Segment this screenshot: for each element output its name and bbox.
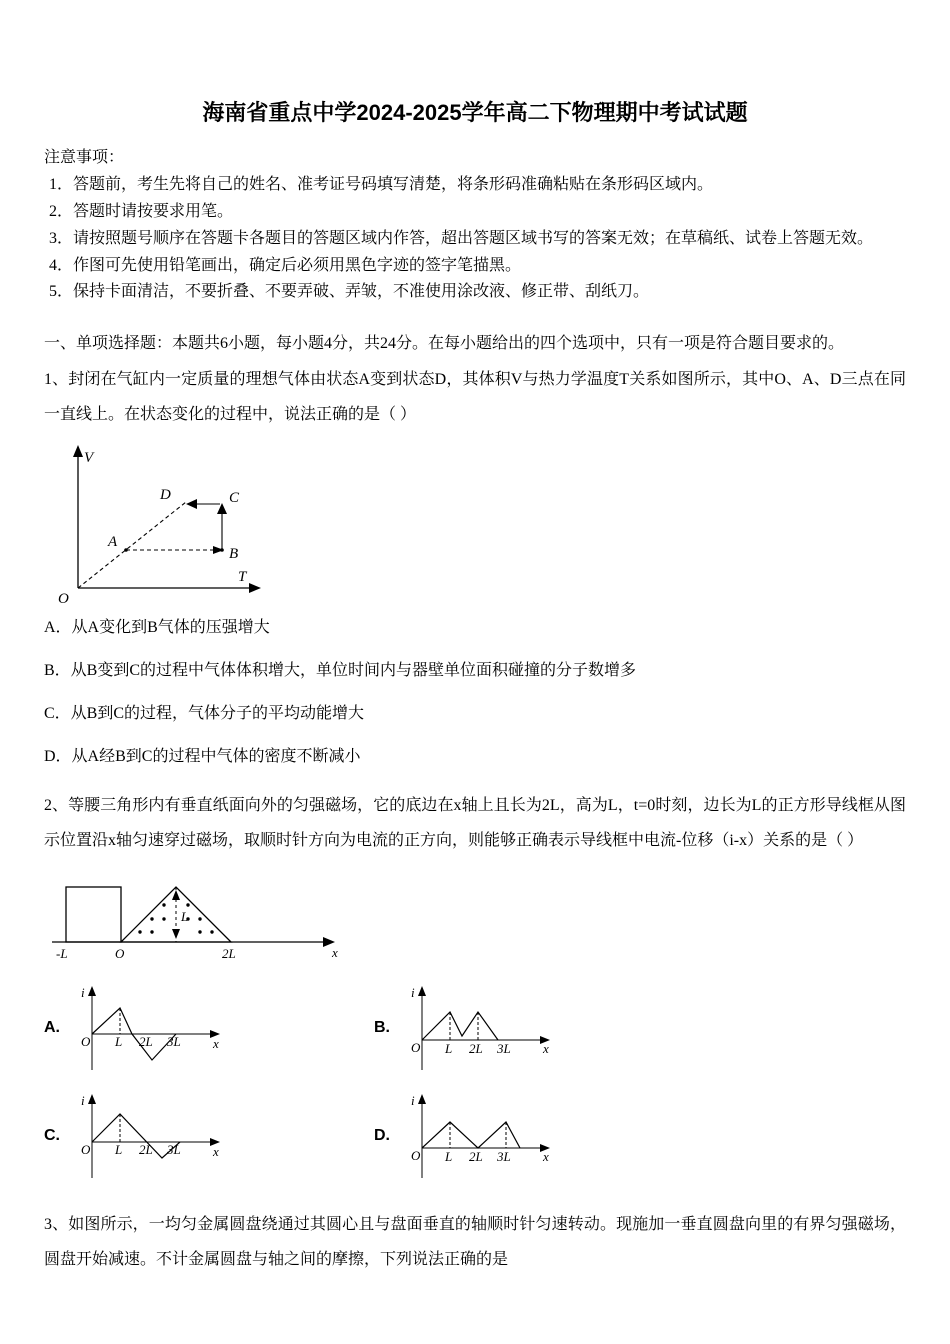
q2-choice-b bbox=[374, 982, 704, 1074]
fig1-label-a: A bbox=[108, 534, 118, 551]
choice-label-c: C. bbox=[44, 1127, 60, 1145]
graphC-label-x: x bbox=[213, 1144, 219, 1160]
graphA-label-L: L bbox=[115, 1034, 123, 1050]
fig2-label-negL: -L bbox=[56, 946, 68, 962]
choice-label-d: D. bbox=[374, 1127, 390, 1145]
graphC-label-i: i bbox=[81, 1093, 85, 1109]
q2-choice-c bbox=[44, 1090, 374, 1182]
choice-label-b: B. bbox=[374, 1019, 390, 1037]
fig2-label-x: x bbox=[332, 945, 338, 961]
graphC-i-arrow bbox=[88, 1094, 96, 1104]
fig1-label-d: D bbox=[160, 487, 171, 504]
notice-item-2: 2．答题时请按要求用笔。 bbox=[49, 202, 234, 220]
point-a-dot bbox=[124, 548, 128, 552]
graphB-curve bbox=[422, 1012, 498, 1040]
graphC-label-3L: 3L bbox=[167, 1142, 181, 1158]
point-b-dot bbox=[220, 548, 224, 552]
fig2-label-2L: 2L bbox=[222, 946, 236, 962]
q1-option-d: D．从A经B到C的过程中气体的密度不断减小 bbox=[44, 747, 361, 765]
notice-item-5: 5．保持卡面清洁，不要折叠、不要弄破、弄皱，不准使用涂改液、修正带、刮纸刀。 bbox=[49, 283, 650, 301]
q3-stem: 3、如图所示，一均匀金属圆盘绕通过其圆心且与盘面垂直的轴顺时针匀速转动。现施加一垂直圆盘向里的有界匀强磁场，圆盘开始减速。不计金属圆盘与轴之间的摩擦，下列说法正确的是 bbox=[44, 1216, 906, 1268]
choice-label-a: A. bbox=[44, 1019, 60, 1037]
notice-item-4: 4．作图可先使用铅笔画出，确定后必须用黑色字迹的签字笔描黑。 bbox=[49, 256, 522, 274]
q1-option-a: A．从A变化到B气体的压强增大 bbox=[44, 619, 270, 637]
graphD-label-x: x bbox=[543, 1149, 549, 1165]
q1-figure-vt-diagram bbox=[44, 440, 906, 608]
graphA-i-arrow bbox=[88, 986, 96, 996]
graphD-i-arrow bbox=[418, 1094, 426, 1104]
fig2-label-height-L: L bbox=[181, 909, 189, 925]
graphB-label-3L: 3L bbox=[497, 1041, 511, 1057]
v-axis-arrow bbox=[73, 445, 83, 457]
b-to-c-arrow bbox=[217, 503, 227, 514]
graphD-label-i: i bbox=[411, 1093, 415, 1109]
graphA-label-O: O bbox=[81, 1034, 91, 1050]
fig1-label-b: B bbox=[229, 546, 239, 563]
graphA-label-i: i bbox=[81, 985, 85, 1001]
q1-options bbox=[44, 618, 906, 767]
graphD-label-2L: 2L bbox=[469, 1149, 483, 1165]
graphB-label-O: O bbox=[411, 1040, 421, 1056]
graph-d-svg bbox=[398, 1090, 558, 1182]
fig1-label-c: C bbox=[229, 490, 240, 507]
height-arrow-down bbox=[172, 929, 180, 939]
q1-option-b: B．从B变到C的过程中气体体积增大，单位时间内与器壁单位面积碰撞的分子数增多 bbox=[44, 662, 637, 680]
exam-title: 海南省重点中学2024-2025学年高二下物理期中考试试题 bbox=[202, 100, 748, 125]
vt-diagram-svg bbox=[44, 440, 269, 608]
section1-heading: 一、单项选择题：本题共6小题，每小题4分，共24分。在每小题给出的四个选项中，只有一项是符合题目要求的。 bbox=[44, 335, 845, 353]
graphB-label-x: x bbox=[543, 1041, 549, 1057]
fig1-label-v: V bbox=[84, 450, 94, 467]
graphC-label-L: L bbox=[115, 1142, 123, 1158]
height-arrow-up bbox=[172, 890, 180, 900]
notice-header: 注意事项： bbox=[44, 149, 125, 166]
graphC-label-O: O bbox=[81, 1142, 91, 1158]
q2-choice-a bbox=[44, 982, 374, 1074]
q2-choice-d bbox=[374, 1090, 704, 1182]
t-axis-arrow bbox=[249, 583, 261, 593]
graph-c-svg bbox=[68, 1090, 228, 1182]
fig1-label-o: O bbox=[58, 591, 69, 608]
vt-axes bbox=[78, 452, 254, 588]
graphA-label-x: x bbox=[213, 1036, 219, 1052]
graphB-i-arrow bbox=[418, 986, 426, 996]
fig1-label-t: T bbox=[238, 569, 247, 586]
q2-figure-field-region bbox=[46, 864, 906, 968]
graphD-label-L: L bbox=[445, 1149, 453, 1165]
graphB-label-i: i bbox=[411, 985, 415, 1001]
graphD-label-O: O bbox=[411, 1148, 421, 1164]
graphB-label-2L: 2L bbox=[469, 1041, 483, 1057]
fig2-label-o: O bbox=[115, 946, 125, 962]
graph-b-svg bbox=[398, 982, 558, 1074]
origin-through-line bbox=[78, 502, 186, 588]
graphD-curve bbox=[422, 1122, 520, 1148]
q1-option-c: C．从B到C的过程，气体分子的平均动能增大 bbox=[44, 704, 365, 722]
notice-item-1: 1．答题前，考生先将自己的姓名、准考证号码填写清楚，将条形码准确粘贴在条形码区域内。 bbox=[49, 175, 714, 193]
q2-answer-graphs bbox=[44, 982, 906, 1182]
graphC-label-2L: 2L bbox=[139, 1142, 153, 1158]
graph-a-svg bbox=[68, 982, 228, 1074]
wire-loop-square bbox=[66, 887, 121, 942]
graphA-label-2L: 2L bbox=[139, 1034, 153, 1050]
graphD-label-3L: 3L bbox=[497, 1149, 511, 1165]
c-to-d-arrow bbox=[186, 499, 197, 509]
notice-item-3: 3．请按照题号顺序在答题卡各题目的答题区域内作答，超出答题区域书写的答案无效；在草稿纸、试卷上答题无效。 bbox=[49, 229, 874, 247]
graphA-label-3L: 3L bbox=[167, 1034, 181, 1050]
graphB-label-L: L bbox=[445, 1041, 453, 1057]
q1-stem: 1、封闭在气缸内一定质量的理想气体由状态A变到状态D，其体积V与热力学温度T关系如图所示，其中O、A、D三点在同一直线上。在状态变化的过程中，说法正确的是（ ） bbox=[44, 371, 906, 423]
notice-section bbox=[44, 145, 906, 306]
q2-stem: 2、等腰三角形内有垂直纸面向外的匀强磁场，它的底边在x轴上且长为2L，高为L，t=0时刻，边长为L的正方形导线框从图示位置沿x轴匀速穿过磁场，取顺时针方向为电流的正方向，则能够正确表示导线框中电流-位移（i-x）关系的是（ ） bbox=[44, 797, 906, 849]
field-region-svg bbox=[46, 864, 346, 968]
